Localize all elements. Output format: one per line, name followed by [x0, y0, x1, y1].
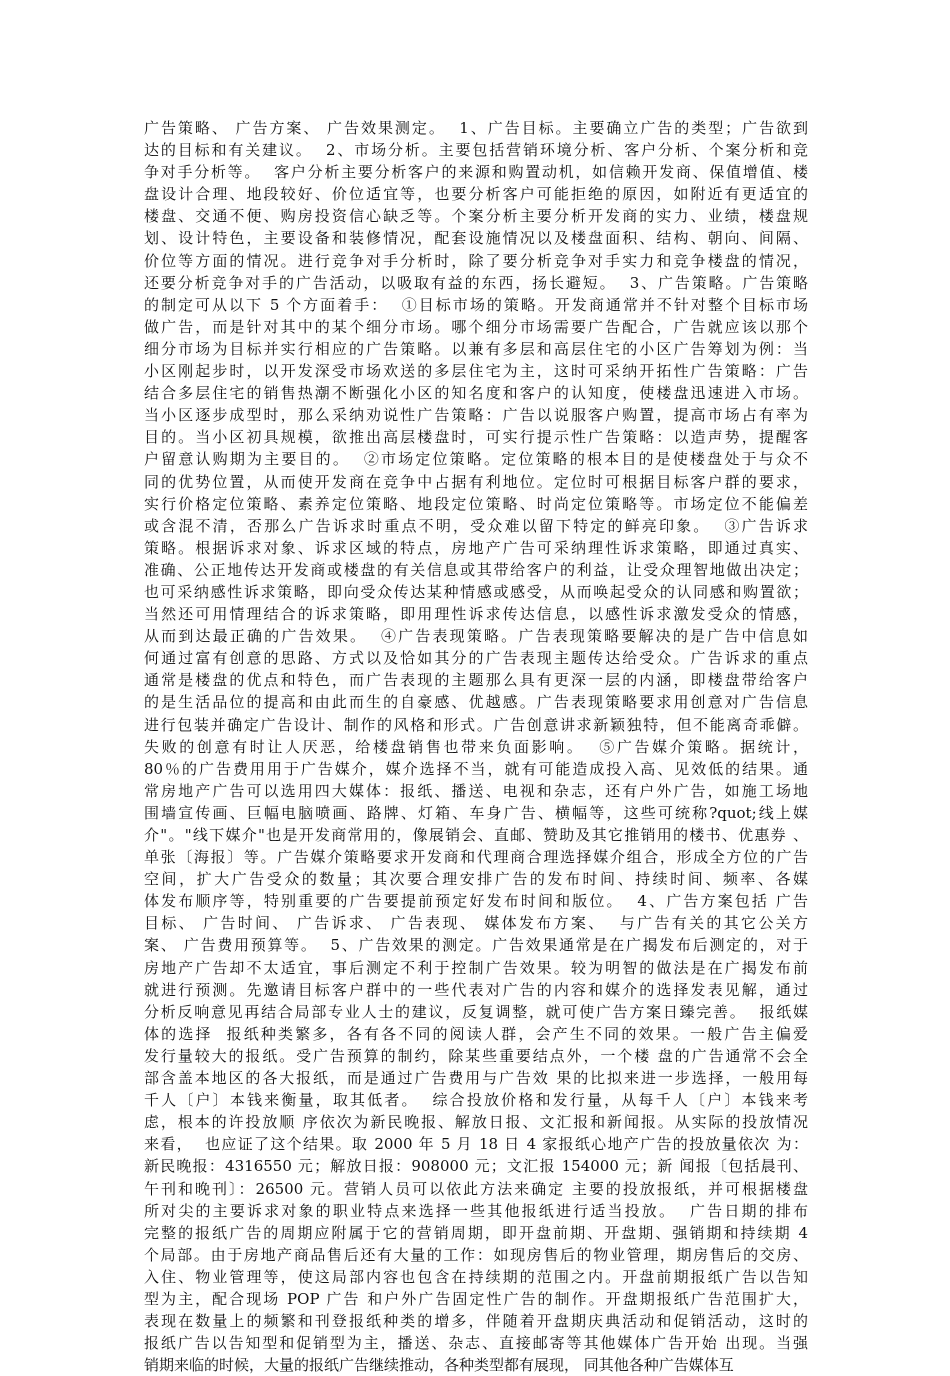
- text-line: 常房地产广告可以选用四大媒体：报纸、播送、电视和杂志，还有户外广告，如施工场地: [144, 781, 808, 800]
- text-line: 进行包装并确定广告设计、制作的风格和形式。广告创意讲求新颖独特，但不能离奇乖僻。: [144, 715, 808, 734]
- text-line: 围墙宣传画、巨幅电脑喷画、路牌、灯箱、车身广告、横幅等，这些可统称?quot;线上媒: [144, 803, 808, 822]
- text-line: 从而到达最正确的广告效果。 ④广告表现策略。广告表现策略要解决的是广告中信息如: [144, 627, 808, 646]
- text-line: 分析反响意见再结合局部专业人士的建议，反复调整，就可使广告方案日臻完善。 报纸媒: [144, 1002, 808, 1021]
- text-line: 也可采纳感性诉求策略，即向受众传达某种情感或感受，从而唤起受众的认同感和购置欲；: [144, 582, 808, 601]
- text-line: 细分市场为目标并实行相应的广告策略。以兼有多层和高层住宅的小区广告筹划为例：当: [144, 339, 808, 358]
- text-line: 同的优势位置，从而使开发商在竞争中占据有利地位。定位时可根据目标客户群的要求，: [144, 472, 808, 491]
- text-line: 策略。根据诉求对象、诉求区域的特点，房地产广告可采纳理性诉求策略，即通过真实、: [144, 538, 808, 557]
- text-line: 失败的创意有时让人厌恶，给楼盘销售也带来负面影响。 ⑤广告媒介策略。据统计，: [144, 737, 808, 756]
- text-line: 体发布顺序等，特别重要的广告要提前预定好发布时间和版位。 4、广告方案包括 广告: [144, 892, 808, 911]
- text-line: 所对尖的主要诉求对象的职业特点来选择一些其他报纸进行适当投放。 广告日期的排布: [144, 1201, 808, 1220]
- text-line: 午刊和晚刊〕：26500 元。营销人员可以依此方法来确定 主要的投放报纸，并可根据楼盘: [144, 1179, 808, 1198]
- text-line: 实行价格定位策略、素养定位策略、地段定位策略、时尚定位策略等。市场定位不能偏差: [144, 494, 808, 513]
- text-line: 还要分析竞争对手的广告活动，以吸取有益的东西，扬长避短。 3、广告策略。广告策略: [144, 273, 808, 292]
- text-line: 何通过富有创意的思路、方式以及恰如其分的广告表现主题传达给受众。广告诉求的重点: [144, 649, 808, 668]
- text-line: 型为主，配合现场 POP 广告 和户外广告固定性广告的制作。开盘期报纸广告范围扩大，: [144, 1289, 808, 1308]
- text-line: 介"。"线下媒介"也是开发商常用的，像展销会、直邮、赞助及其它推销用的楼书、优惠券 、: [144, 826, 808, 844]
- text-line: 划、设计特色，主要设备和装修情况，配套设施情况以及楼盘面积、结构、朝向、间隔、: [144, 229, 808, 248]
- text-line: 小区刚起步时，以开发深受市场欢送的多层住宅为主，这时可采纳开拓性广告策略：广告: [144, 362, 808, 381]
- text-line: 虑，根本的许投放顺 序依次为新民晚报、解放日报、文汇报和新闻报。从实际的投放情况: [144, 1113, 808, 1132]
- text-line: 当然还可用情理结合的诉求策略，即用理性诉求传达信息，以感性诉求激发受众的情感，: [144, 605, 808, 624]
- text-line: 表现在数量上的频繁和刊登报纸种类的增多，伴随着开盘期庆典活动和促销活动，这时的: [144, 1312, 808, 1331]
- text-line: 目的。当小区初具规模，欲推出高层楼盘时，可实行提示性广告策略：以造声势，提醒客: [144, 428, 808, 447]
- text-line: 的制定可从以下 5 个方面着手： ①目标市场的策略。开发商通常并不针对整个目标市场: [144, 295, 808, 314]
- text-line: 的是生活品位的提高和由此而生的自豪感、优越感。广告表现策略要求用创意对广告信息: [144, 693, 808, 712]
- text-line: 个局部。由于房地产商品售后还有大量的工作：如现房售后的物业管理，期房售后的交房、: [144, 1245, 808, 1264]
- text-line: 销期来临的时候，大量的报纸广告继续推动，各种类型都有展现， 同其他各种广告媒体互: [144, 1356, 734, 1375]
- text-line: 准确、公正地传达开发商或楼盘的有关信息或其带给客户的利益，让受众理智地做出决定；: [144, 560, 808, 579]
- text-line: 做广告，而是针对其中的某个细分市场。哪个细分市场需要广告配合，广告就应该以那个: [144, 317, 808, 336]
- text-line: 或含混不清，否那么广告诉求时重点不明，受众难以留下特定的鲜亮印象。 ③广告诉求: [144, 516, 808, 535]
- text-line: 完整的报纸广告的周期应附属于它的营销周期，即开盘前期、开盘期、强销期和持续期 4: [144, 1223, 808, 1242]
- document-body: [144, 117, 808, 1376]
- text-line: 目标、 广告时间、 广告诉求、 广告表现、 媒体发布方案、 与广告有关的其它公关方: [144, 914, 808, 933]
- text-line: 新民晚报：4316550 元；解放日报：908000 元；文汇报 154000 元；新 闻报〔包括晨刊、: [144, 1157, 808, 1176]
- text-line: 报纸广告以告知型和促销型为主，播送、杂志、直接邮寄等其他媒体广告开始 出现。当强: [144, 1334, 808, 1353]
- text-line: 楼盘、交通不便、购房投资信心缺乏等。个案分析主要分析开发商的实力、业绩，楼盘规: [144, 207, 808, 226]
- text-line: 案、 广告费用预算等。 5、广告效果的测定。广告效果通常是在广揭发布后测定的，对于: [144, 936, 808, 955]
- text-line: 争对手分析等。 客户分析主要分析客户的来源和购置动机，如信赖开发商、保值增值、楼: [144, 163, 808, 182]
- text-line: 结合多层住宅的销售热潮不断强化小区的知名度和客户的认知度，使楼盘迅速进入市场。: [144, 384, 808, 403]
- text-line: 价位等方面的情况。进行竞争对手分析时，除了要分析竞争对手实力和竞争楼盘的情况，: [144, 251, 808, 270]
- text-line: 户留意认购期为主要目的。 ②市场定位策略。定位策略的根本目的是使楼盘处于与众不: [144, 450, 808, 469]
- text-line: 就进行预测。先邀请目标客户群中的一些代表对广告的内容和媒介的选择发表见解，通过: [144, 980, 808, 999]
- text-line: 通常是楼盘的优点和特色，而广告表现的主题那么具有更深一层的内涵，即楼盘带给客户: [144, 671, 808, 690]
- text-line: 入住、物业管理等，使这局部内容也包含在持续期的范围之内。开盘前期报纸广告以告知: [144, 1267, 808, 1286]
- text-line: 当小区逐步成型时，那么采纳劝说性广告策略：广告以说服客户购置，提高市场占有率为: [144, 406, 808, 425]
- text-line: 80％的广告费用用于广告媒介，媒介选择不当，就有可能造成投入高、见效低的结果。通: [144, 759, 808, 778]
- text-line: 房地产广告却不太适宜，事后测定不利于控制广告效果。较为明智的做法是在广揭发布前: [144, 958, 808, 977]
- text-line: 体的选择 报纸种类繁多，各有各不同的阅读人群，会产生不同的效果。一般广告主偏爱: [144, 1024, 808, 1043]
- text-line: 发行量较大的报纸。受广告预算的制约，除某些重要结点外，一个楼 盘的广告通常不会全: [144, 1046, 808, 1065]
- text-line: 空间，扩大广告受众的数量；其次要合理安排广告的发布时间、持续时间、频率、各媒: [144, 870, 808, 889]
- text-line: 广告策略、 广告方案、 广告效果测定。 1、广告目标。主要确立广告的类型；广告欲到: [144, 119, 808, 137]
- text-line: 盘设计合理、地段较好、价位适宜等，也要分析客户可能拒绝的原因，如附近有更适宜的: [144, 185, 808, 204]
- text-line: 达的目标和有关建议。 2、市场分析。主要包括营销环境分析、客户分析、个案分析和竞: [144, 141, 808, 160]
- text-line: 部含盖本地区的各大报纸，而是通过广告费用与广告效 果的比拟来进一步选择，一般用每: [144, 1069, 808, 1088]
- text-line: 来看， 也应证了这个结果。取 2000 年 5 月 18 日 4 家报纸心地产广告的投放量依次 为：: [144, 1135, 808, 1154]
- text-line: 单张〔海报〕等。广告媒介策略要求开发商和代理商合理选择媒介组合，形成全方位的广告: [144, 848, 808, 867]
- text-line: 千人〔户〕本钱来衡量，取其低者。 综合投放价格和发行量，从每千人〔户〕本钱来考: [144, 1091, 808, 1110]
